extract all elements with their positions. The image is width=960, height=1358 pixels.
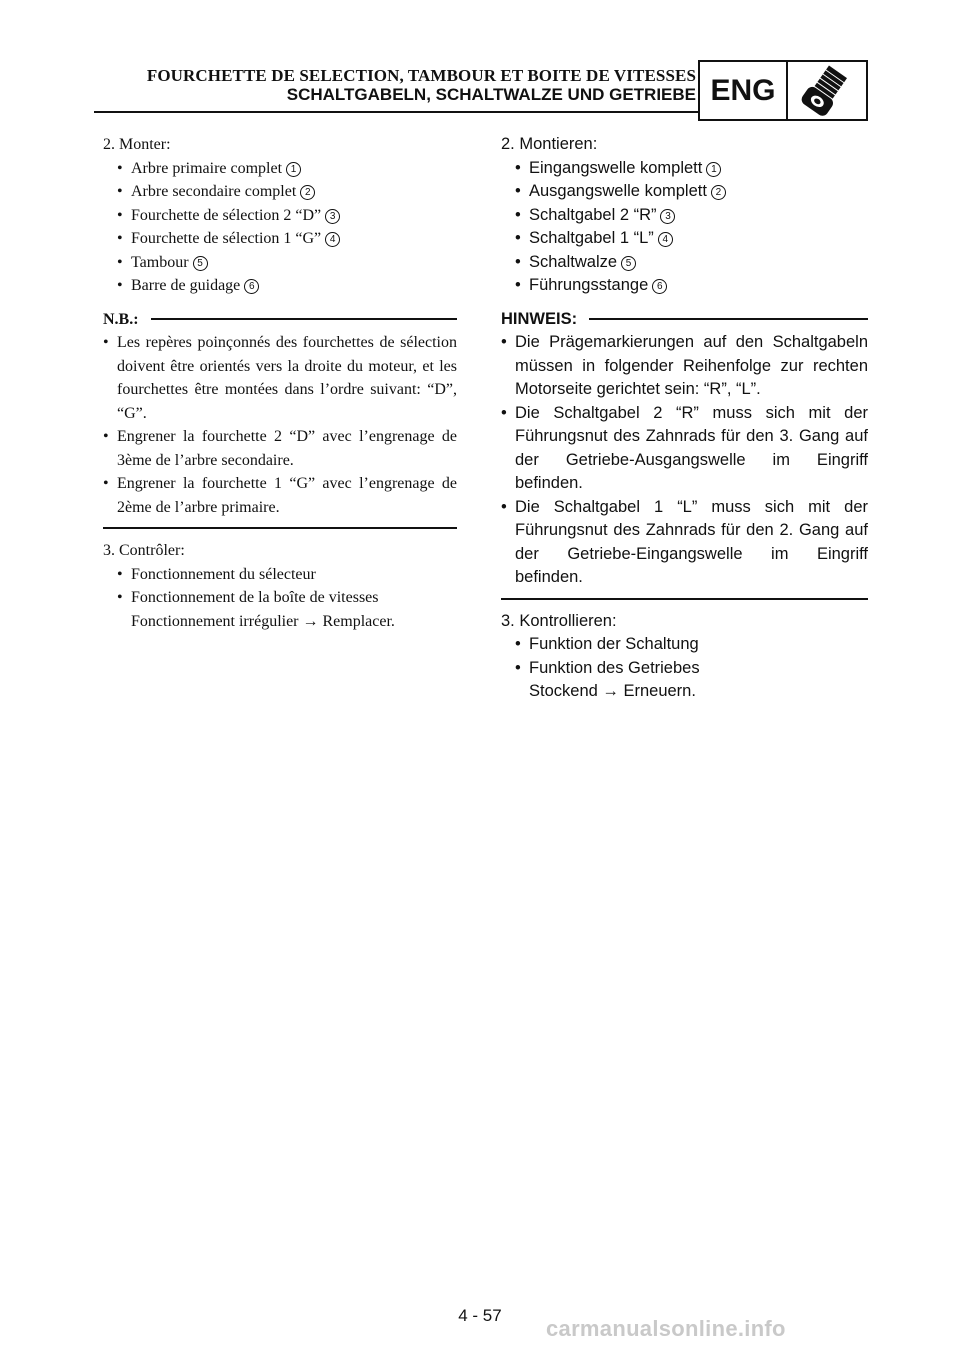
fr-step-3-list bbox=[103, 563, 457, 610]
de-step-3 bbox=[501, 610, 868, 704]
callout-number: 4 bbox=[658, 232, 673, 247]
fr-step-3 bbox=[103, 539, 457, 633]
list-item: • Schaltwalze 5 bbox=[515, 251, 868, 275]
callout-number: 5 bbox=[621, 256, 636, 271]
list-item: • Fonctionnement du sélecteur bbox=[117, 563, 457, 587]
fr-note-list bbox=[103, 331, 457, 519]
list-item: • Barre de guidage 6 bbox=[117, 274, 457, 298]
fr-step-2 bbox=[103, 133, 457, 298]
section-badge-label: ENG bbox=[700, 62, 788, 119]
list-item: • Ausgangswelle komplett 2 bbox=[515, 180, 868, 204]
header-title-fr: FOURCHETTE DE SELECTION, TAMBOUR ET BOITE DE VITESSES bbox=[146, 66, 696, 85]
fr-step-3-result: Fonctionnement irrégulier → Remplacer. bbox=[131, 612, 395, 630]
section-badge bbox=[698, 60, 868, 121]
header-rule bbox=[94, 111, 698, 113]
callout-number: 3 bbox=[660, 209, 675, 224]
note-item: • Die Schaltgabel 2 “R” muss sich mit der Führungsnut des Zahnrads für den 3. Gang auf der Getriebe-Ausgangswelle im Eingriff befinden. bbox=[501, 402, 868, 496]
list-item: • Fourchette de sélection 1 “G” 4 bbox=[117, 227, 457, 251]
header-title-de: SCHALTGABELN, SCHALTWALZE UND GETRIEBE bbox=[286, 85, 696, 104]
de-step-3-label: 3. Kontrollieren: bbox=[501, 611, 617, 630]
list-item: • Arbre secondaire complet 2 bbox=[117, 180, 457, 204]
page-number: 4 - 57 bbox=[458, 1306, 502, 1325]
note-item: • Engrener la fourchette 1 “G” avec l’engrenage de 2ème de l’arbre primaire. bbox=[103, 472, 457, 519]
column-french bbox=[103, 133, 457, 633]
callout-number: 5 bbox=[193, 256, 208, 271]
list-item: • Eingangswelle komplett 1 bbox=[515, 157, 868, 181]
callout-number: 2 bbox=[711, 185, 726, 200]
de-step-3-list bbox=[501, 633, 868, 680]
fr-note bbox=[103, 308, 457, 530]
fr-step-3-label: 3. Contrôler: bbox=[103, 542, 185, 559]
de-step-2 bbox=[501, 133, 868, 298]
list-item: • Tambour 5 bbox=[117, 251, 457, 275]
note-item: • Die Schaltgabel 1 “L” muss sich mit der Führungsnut des Zahnrads für den 2. Gang auf der Getriebe-Eingangswelle im Eingriff befinden. bbox=[501, 496, 868, 590]
column-german bbox=[501, 133, 868, 704]
fr-step-2-label: 2. Monter: bbox=[103, 136, 171, 153]
engine-icon bbox=[788, 62, 866, 119]
callout-number: 3 bbox=[325, 209, 340, 224]
list-item: • Schaltgabel 2 “R” 3 bbox=[515, 204, 868, 228]
callout-number: 1 bbox=[286, 162, 301, 177]
note-end-rule bbox=[103, 527, 457, 529]
callout-number: 4 bbox=[325, 232, 340, 247]
fr-step-2-list bbox=[103, 157, 457, 298]
note-rule bbox=[151, 318, 457, 320]
watermark: carmanualsonline.info bbox=[546, 1316, 786, 1341]
callout-number: 6 bbox=[652, 279, 667, 294]
list-item: • Arbre primaire complet 1 bbox=[117, 157, 457, 181]
de-note-label: HINWEIS: bbox=[501, 309, 578, 328]
list-item: • Schaltgabel 1 “L” 4 bbox=[515, 227, 868, 251]
de-step-2-label: 2. Montieren: bbox=[501, 135, 598, 153]
note-item: • Die Prägemarkierungen auf den Schaltgabeln müssen in folgender Reihenfolge zur rechten Motorseite gerichtet sein: “R”, “L”. bbox=[501, 331, 868, 402]
note-rule bbox=[589, 318, 868, 320]
de-note-list bbox=[501, 331, 868, 590]
list-item: • Fourchette de sélection 2 “D” 3 bbox=[117, 204, 457, 228]
note-item: • Engrener la fourchette 2 “D” avec l’engrenage de 3ème de l’arbre secondaire. bbox=[103, 425, 457, 472]
note-item: • Les repères poinçonnés des fourchettes de sélection doivent être orientés vers la droite du moteur, et les fourchettes être montées dans l’ordre suivant: “D”, “G”. bbox=[103, 331, 457, 425]
list-item: • Fonctionnement de la boîte de vitesses bbox=[117, 586, 457, 610]
list-item: • Funktion der Schaltung bbox=[515, 633, 868, 657]
callout-number: 1 bbox=[706, 162, 721, 177]
de-step-2-list bbox=[501, 157, 868, 298]
list-item: • Funktion des Getriebes bbox=[515, 657, 868, 681]
fr-note-label: N.B.: bbox=[103, 310, 139, 328]
note-end-rule bbox=[501, 598, 868, 600]
de-step-3-result: Stockend → Erneuern. bbox=[529, 682, 696, 700]
callout-number: 6 bbox=[244, 279, 259, 294]
page-header-title bbox=[147, 66, 696, 104]
de-note bbox=[501, 308, 868, 600]
callout-number: 2 bbox=[300, 185, 315, 200]
list-item: • Führungsstange 6 bbox=[515, 274, 868, 298]
